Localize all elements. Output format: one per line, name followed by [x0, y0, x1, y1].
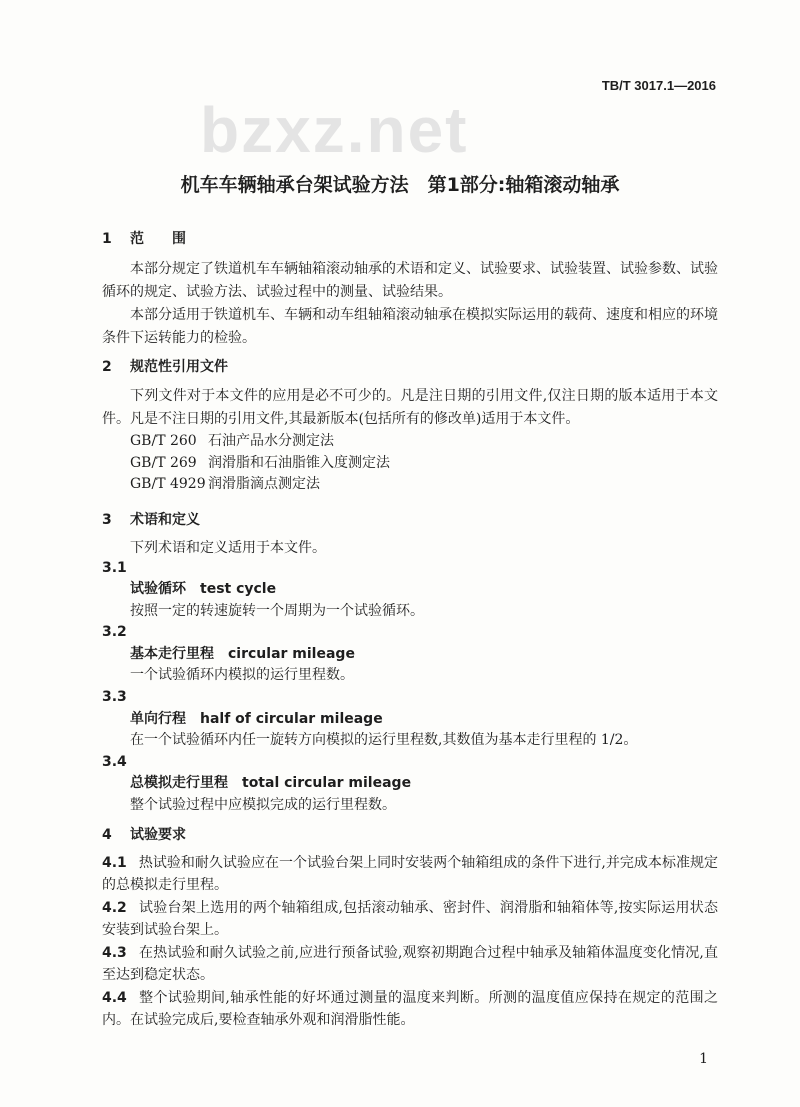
term-zh: 总模拟走行里程: [130, 775, 228, 792]
clause-text: 在热试验和耐久试验之前,应进行预备试验,观察初期跑合过程中轴承及轴箱体温度变化情况,直至达到稳定状态。: [102, 944, 718, 984]
reference-code: GB/T 260: [130, 433, 197, 449]
term-number: 3.2: [102, 624, 127, 641]
term-zh: 基本走行里程: [130, 645, 214, 662]
term-number: 3.3: [102, 689, 127, 706]
term-definition: 在一个试验循环内任一旋转方向模拟的运行里程数,其数值为基本走行里程的 1/2。: [130, 732, 638, 749]
term-en: circular mileage: [228, 645, 355, 662]
reference-item: [102, 453, 718, 475]
term-zh: 试验循环: [130, 581, 186, 598]
term-number: 3.4: [102, 753, 127, 770]
section-title: 术语和定义: [130, 511, 200, 528]
section-3-heading: [102, 510, 718, 530]
clause-number: 4.4: [102, 989, 127, 1006]
page-title: 机车车辆轴承台架试验方法 第1部分:轴箱滚动轴承: [180, 174, 620, 196]
watermark: bzxz.net: [200, 94, 469, 166]
section-number: 3: [102, 511, 112, 528]
clause-text: 试验台架上选用的两个轴箱组成,包括滚动轴承、密封件、润滑脂和轴箱体等,按实际运用状态安装到试验台架上。: [102, 899, 718, 939]
term-en: test cycle: [200, 581, 277, 598]
document-body: [102, 229, 718, 1032]
reference-item: [102, 431, 718, 453]
reference-name: 石油产品水分测定法: [208, 433, 334, 449]
section-2-heading: [102, 357, 718, 377]
section-title: 规范性引用文件: [130, 359, 228, 375]
term-definition: 一个试验循环内模拟的运行里程数。: [130, 667, 354, 684]
reference-item: [102, 474, 718, 496]
document-number: TB/T 3017.1—2016: [601, 78, 716, 93]
paragraph: 本部分规定了铁道机车车辆轴箱滚动轴承的术语和定义、试验要求、试验装置、试验参数、试验循环的规定、试验方法、试验过程中的测量、试验结果。: [102, 261, 718, 300]
clause-number: 4.1: [102, 854, 127, 871]
page-number: 1: [699, 1051, 708, 1067]
term-title: [102, 579, 718, 601]
term-en: half of circular mileage: [200, 710, 383, 727]
reference-code: GB/T 269: [130, 454, 197, 471]
term-title: [102, 709, 718, 731]
clause: [102, 852, 718, 897]
term-title: [102, 773, 718, 795]
paragraph: 下列术语和定义适用于本文件。: [130, 539, 326, 556]
term-definition: 按照一定的转速旋转一个周期为一个试验循环。: [130, 602, 424, 619]
clause-text: 热试验和耐久试验应在一个试验台架上同时安装两个轴箱组成的条件下进行,并完成本标准规定的总模拟走行里程。: [102, 854, 718, 894]
clause: [102, 987, 718, 1032]
clause: [102, 897, 718, 942]
term-entry: [102, 622, 718, 687]
term-title: [102, 644, 718, 666]
section-4-heading: [102, 825, 718, 845]
reference-name: 润滑脂和石油脂锥入度测定法: [208, 454, 390, 471]
paragraph: 下列文件对于本文件的应用是必不可少的。凡是注日期的引用文件,仅注日期的版本适用于本文件。凡是不注日期的引用文件,其最新版本(包括所有的修改单)适用于本文件。: [102, 388, 718, 427]
clause: [102, 942, 718, 987]
paragraph: 本部分适用于铁道机车、车辆和动车组轴箱滚动轴承在模拟实际运用的载荷、速度和相应的环境条件下运转能力的检验。: [102, 307, 718, 346]
term-zh: 单向行程: [130, 710, 186, 727]
term-number: 3.1: [102, 559, 127, 576]
reference-code: GB/T 4929: [130, 476, 206, 492]
section-1-heading: [102, 229, 718, 249]
term-en: total circular mileage: [242, 775, 412, 792]
clause-number: 4.3: [102, 944, 127, 961]
term-entry: [102, 558, 718, 623]
clause-text: 整个试验期间,轴承性能的好坏通过测量的温度来判断。所测的温度值应保持在规定的范围之内。在试验完成后,要检查轴承外观和润滑脂性能。: [102, 989, 718, 1029]
term-entry: [102, 687, 718, 752]
section-number: 4: [102, 826, 112, 843]
section-title: 试验要求: [130, 826, 186, 843]
term-definition: 整个试验过程中应模拟完成的运行里程数。: [130, 797, 396, 814]
section-title: 范 围: [130, 231, 186, 247]
clause-number: 4.2: [102, 899, 127, 916]
section-number: 2: [102, 359, 112, 375]
reference-name: 润滑脂滴点测定法: [208, 476, 320, 492]
term-entry: [102, 752, 718, 817]
section-number: 1: [102, 231, 112, 247]
